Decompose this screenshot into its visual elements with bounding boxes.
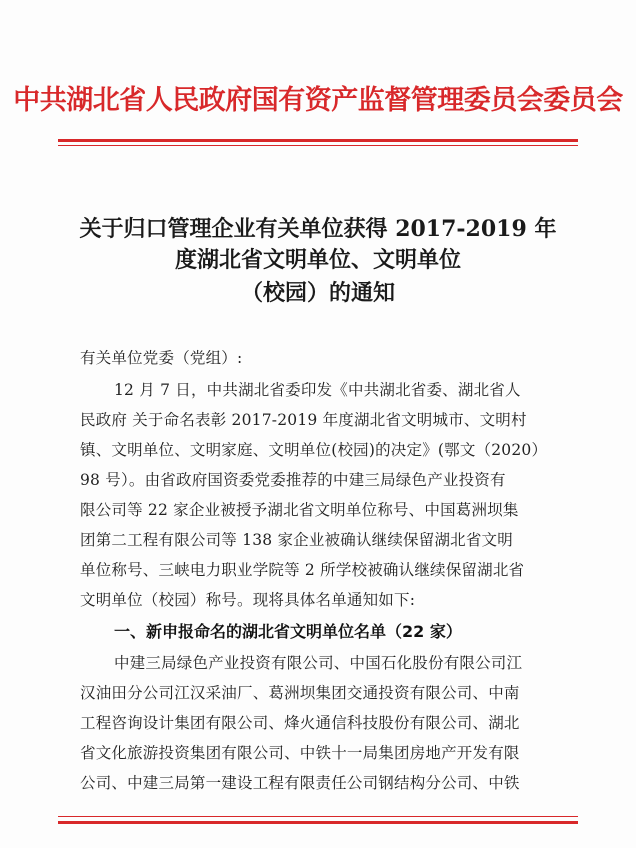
paragraph-line: 团第二工程有限公司等 138 家企业被确认继续保留湖北省文明 <box>80 531 513 549</box>
salutation: 有关单位党委（党组）: <box>80 349 243 367</box>
document-title-line-2: 度湖北省文明单位、文明单位 <box>174 247 461 273</box>
list-line: 汉油田分公司江汉采油厂、葛洲坝集团交通投资有限公司、中南 <box>80 684 520 702</box>
list-line: 中建三局绿色产业投资有限公司、中国石化股份有限公司江 <box>114 654 523 672</box>
header-rule-thick <box>58 139 578 142</box>
paragraph-line: 98 号）。由省政府国资委党委推荐的中建三局绿色产业投资有 <box>80 471 506 489</box>
paragraph-line: 文明单位（校园）称号。现将具体名单通知如下: <box>80 591 416 609</box>
section-heading: 一、新申报命名的湖北省文明单位名单（22 家） <box>114 622 462 641</box>
document-title-line-3: （校园）的通知 <box>240 280 395 306</box>
paragraph-line: 单位称号、三峡电力职业学院等 2 所学校被确认继续保留湖北省 <box>80 561 525 579</box>
document-title-line-1: 关于归口管理企业有关单位获得 2017-2019 年 <box>79 216 557 242</box>
paragraph-line: 镇、文明单位、文明家庭、文明单位(校园)的决定》(鄂文（2020） <box>80 441 548 459</box>
footer-rule-thin <box>58 816 578 817</box>
paragraph-line: 限公司等 22 家企业被授予湖北省文明单位称号、中国葛洲坝集 <box>80 501 519 519</box>
list-line: 省文化旅游投资集团有限公司、中铁十一局集团房地产开发有限 <box>80 744 520 762</box>
header-rule-thin <box>58 145 578 146</box>
paragraph-line: 民政府 关于命名表彰 2017-2019 年度湖北省文明城市、文明村 <box>80 411 527 429</box>
footer-rule-thick <box>58 821 578 824</box>
list-line: 公司、中建三局第一建设工程有限责任公司钢结构分公司、中铁 <box>80 774 520 792</box>
paragraph-line: 12 月 7 日，中共湖北省委印发《中共湖北省委、湖北省人 <box>114 381 521 399</box>
list-line: 工程咨询设计集团有限公司、烽火通信科技股份有限公司、湖北 <box>80 714 520 732</box>
issuer-header: 中共湖北省人民政府国有资产监督管理委员会委员会 <box>13 85 623 116</box>
